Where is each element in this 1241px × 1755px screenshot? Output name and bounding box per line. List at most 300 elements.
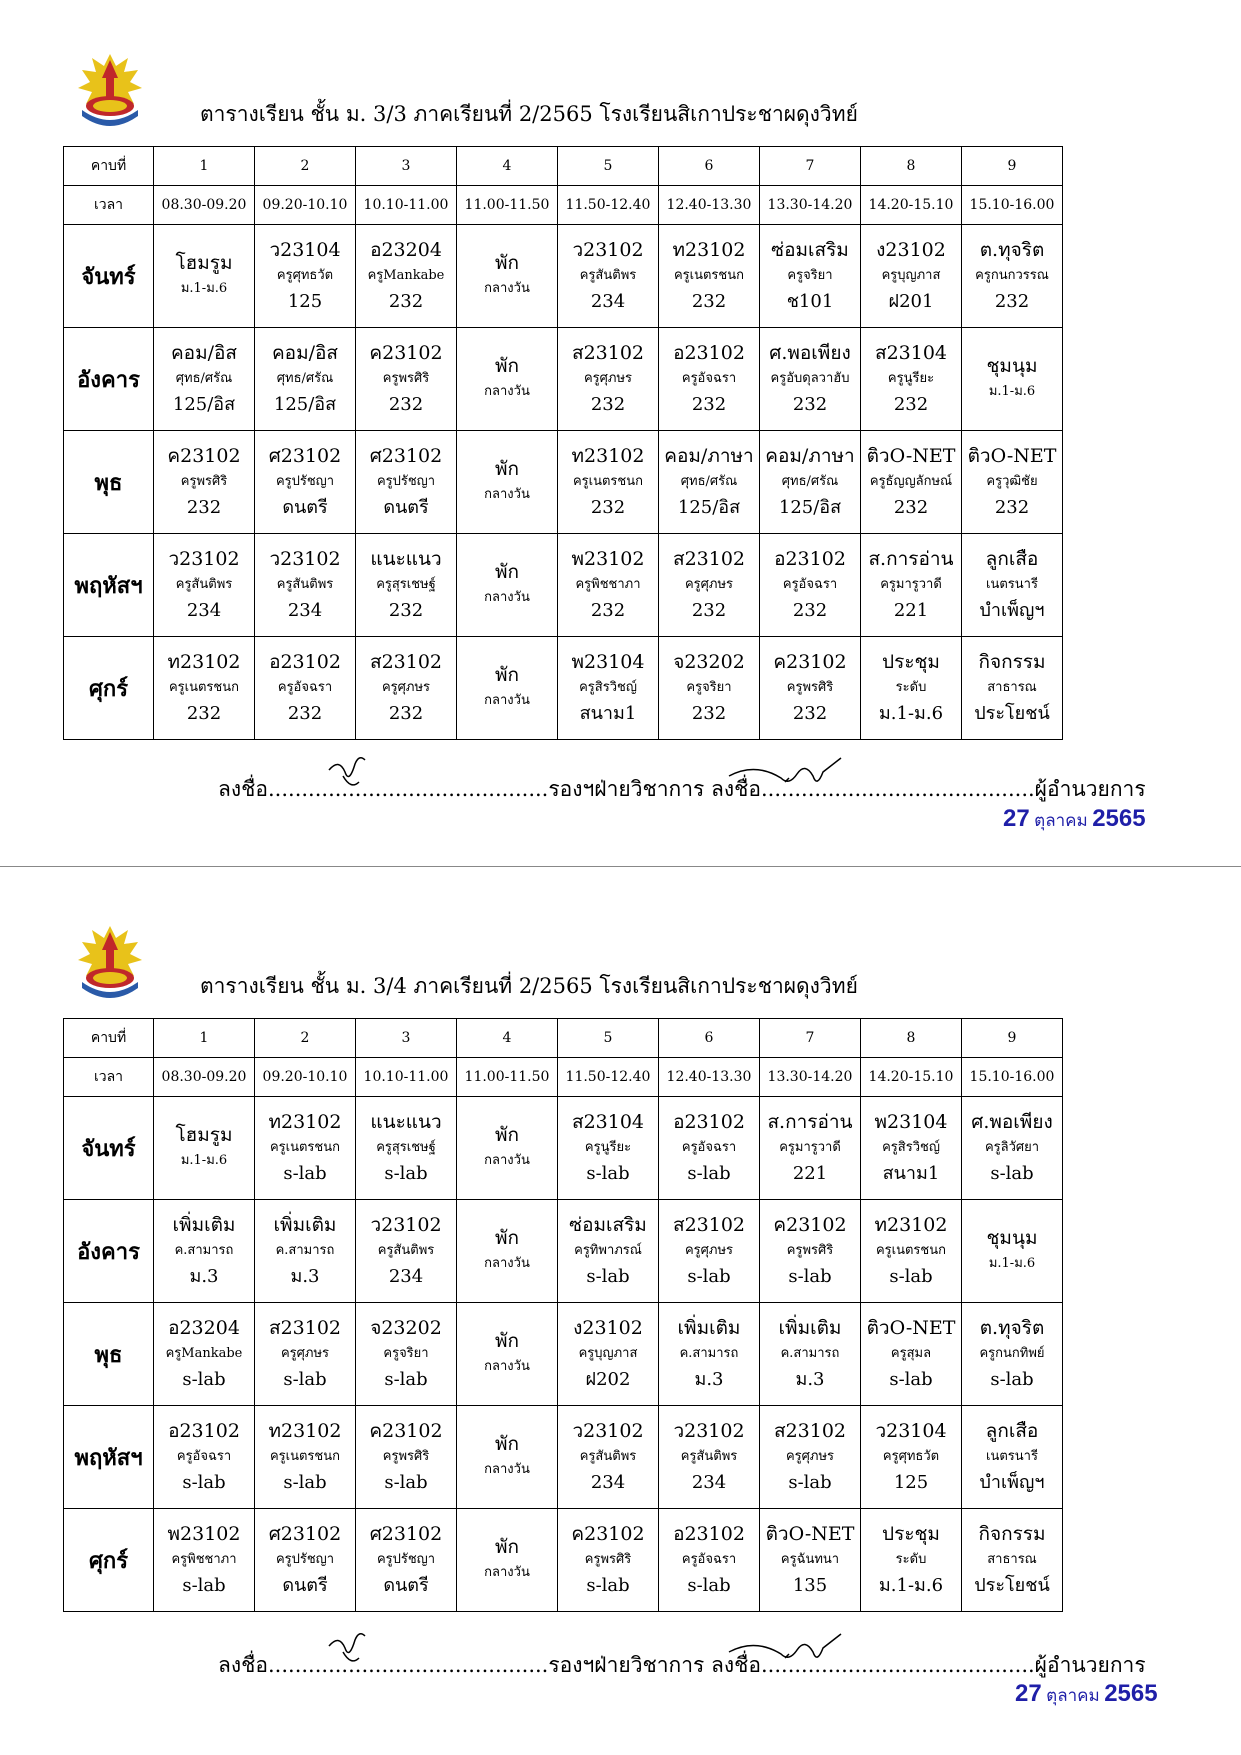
class-cell bbox=[659, 1406, 760, 1509]
subject-code: พัก bbox=[494, 1227, 520, 1249]
time-slot: 11.50-12.40 bbox=[558, 186, 659, 225]
teacher-name: ครูสิรวิชญ์ bbox=[882, 1140, 940, 1155]
teacher-name: ระดับ bbox=[895, 1552, 927, 1567]
subject-code: ต.ทุจริต bbox=[979, 239, 1045, 261]
teacher-name: ศุทธ/ศรัณ bbox=[175, 371, 233, 386]
day-row bbox=[64, 1406, 1063, 1509]
class-cell bbox=[760, 328, 861, 431]
teacher-name: สาธารณ bbox=[987, 680, 1037, 695]
teacher-name: ครูกนกทิพย์ bbox=[979, 1346, 1045, 1361]
subject-code: ท23102 bbox=[268, 1420, 342, 1442]
signature-deputy: ลงชื่อ..........................................รองฯฝ่ายวิชาการ bbox=[218, 1653, 705, 1677]
room-name: 232 bbox=[691, 600, 727, 621]
period-label: คาบที่ bbox=[64, 1019, 154, 1058]
subject-code: ค23102 bbox=[773, 1214, 847, 1236]
time-slot: 09.20-10.10 bbox=[255, 1058, 356, 1097]
class-cell bbox=[861, 328, 962, 431]
class-cell bbox=[154, 1509, 255, 1612]
room-name: 232 bbox=[893, 497, 929, 518]
subject-code: จ23202 bbox=[673, 651, 745, 673]
time-slot: 11.00-11.50 bbox=[457, 186, 558, 225]
teacher-name: เนตรนารี bbox=[986, 1449, 1038, 1464]
subject-code: ลูกเสือ bbox=[985, 1420, 1039, 1442]
class-cell bbox=[962, 225, 1063, 328]
signature-director: ลงชื่อ.........................................ผู้อำนวยการ bbox=[711, 777, 1146, 801]
class-cell bbox=[659, 1097, 760, 1200]
room-name: ม.1-ม.6 bbox=[878, 1575, 944, 1596]
class-cell bbox=[356, 1509, 457, 1612]
teacher-name: กลางวัน bbox=[484, 1359, 530, 1374]
subject-code: ท23102 bbox=[268, 1111, 342, 1133]
subject-code: ค23102 bbox=[369, 342, 443, 364]
room-name: s-lab bbox=[687, 1163, 731, 1184]
time-slot: 14.20-15.10 bbox=[861, 186, 962, 225]
period-number: 3 bbox=[356, 1019, 457, 1058]
period-number: 8 bbox=[861, 147, 962, 186]
teacher-name: ครูสันติพร bbox=[175, 577, 233, 592]
class-cell bbox=[760, 225, 861, 328]
room-name: ม.3 bbox=[795, 1369, 825, 1390]
room-name: บำเพ็ญฯ bbox=[979, 1472, 1045, 1493]
room-name: 221 bbox=[893, 600, 929, 621]
teacher-name: ครูจริยา bbox=[686, 680, 732, 695]
teacher-name: ครูกนกวรรณ bbox=[975, 268, 1049, 283]
room-name: 232 bbox=[388, 394, 424, 415]
time-label: เวลา bbox=[64, 186, 154, 225]
subject-code: คอม/อิส bbox=[170, 342, 238, 364]
time-slot: 15.10-16.00 bbox=[962, 1058, 1063, 1097]
subject-code: แนะแนว bbox=[370, 548, 442, 570]
room-name: 232 bbox=[994, 497, 1030, 518]
teacher-name: สาธารณ bbox=[987, 1552, 1037, 1567]
subject-code: ชุมนุม bbox=[986, 1227, 1038, 1249]
handwritten-signature-deputy bbox=[325, 752, 375, 792]
class-cell bbox=[962, 534, 1063, 637]
teacher-name: ค.สามารถ bbox=[174, 1243, 234, 1258]
time-slot: 08.30-09.20 bbox=[154, 1058, 255, 1097]
class-cell bbox=[356, 637, 457, 740]
subject-code: ส23102 bbox=[369, 651, 443, 673]
room-name: s-lab bbox=[182, 1369, 226, 1390]
time-slot: 15.10-16.00 bbox=[962, 186, 1063, 225]
subject-code: อ23102 bbox=[673, 342, 745, 364]
teacher-name: ครูจริยา bbox=[787, 268, 833, 283]
subject-code: ศ23102 bbox=[369, 1523, 443, 1545]
teacher-name: ครูอัจฉรา bbox=[176, 1449, 232, 1464]
teacher-name: ครูบุญภาส bbox=[578, 1346, 638, 1361]
day-name: ศุกร์ bbox=[64, 637, 154, 740]
teacher-name: ครูอัจฉรา bbox=[681, 1140, 737, 1155]
class-cell bbox=[659, 1303, 760, 1406]
period-number: 5 bbox=[558, 147, 659, 186]
timetable-days bbox=[64, 225, 1063, 740]
class-cell bbox=[760, 1303, 861, 1406]
class-cell bbox=[154, 1097, 255, 1200]
class-cell bbox=[457, 225, 558, 328]
class-cell bbox=[760, 637, 861, 740]
teacher-name: ครูศุภษร bbox=[684, 1243, 734, 1258]
room-name: s-lab bbox=[586, 1266, 630, 1287]
period-number: 7 bbox=[760, 147, 861, 186]
class-cell bbox=[861, 431, 962, 534]
period-number: 5 bbox=[558, 1019, 659, 1058]
class-cell bbox=[255, 534, 356, 637]
subject-code: ศ23102 bbox=[268, 1523, 342, 1545]
subject-code: อ23204 bbox=[370, 239, 442, 261]
teacher-name: ครูบุญภาส bbox=[881, 268, 941, 283]
time-slot: 08.30-09.20 bbox=[154, 186, 255, 225]
room-name: 232 bbox=[590, 600, 626, 621]
class-cell bbox=[760, 534, 861, 637]
subject-code: ว23104 bbox=[269, 239, 341, 261]
room-name: ประโยชน์ bbox=[974, 1575, 1050, 1596]
teacher-name: ครูเนตรชนก bbox=[673, 268, 744, 283]
subject-code: ส23102 bbox=[672, 548, 746, 570]
subject-code: พัก bbox=[494, 252, 520, 274]
class-cell bbox=[962, 1509, 1063, 1612]
teacher-name: ครูพิชชาภา bbox=[575, 577, 641, 592]
class-cell bbox=[457, 637, 558, 740]
class-cell bbox=[659, 328, 760, 431]
period-number: 2 bbox=[255, 1019, 356, 1058]
time-slot: 11.50-12.40 bbox=[558, 1058, 659, 1097]
room-name: 232 bbox=[691, 394, 727, 415]
class-cell bbox=[154, 1200, 255, 1303]
class-cell bbox=[255, 637, 356, 740]
teacher-name: ครูพรศิริ bbox=[180, 474, 228, 489]
class-cell bbox=[861, 637, 962, 740]
class-cell bbox=[558, 637, 659, 740]
teacher-name: ครูจริยา bbox=[383, 1346, 429, 1361]
class-cell bbox=[457, 328, 558, 431]
room-name: s-lab bbox=[182, 1575, 226, 1596]
teacher-name: ระดับ bbox=[895, 680, 927, 695]
class-cell bbox=[255, 1200, 356, 1303]
subject-code: ซ่อมเสริม bbox=[569, 1214, 647, 1236]
room-name: 125/อิส bbox=[778, 497, 842, 518]
class-cell bbox=[457, 431, 558, 534]
time-slot: 11.00-11.50 bbox=[457, 1058, 558, 1097]
signature-director: ลงชื่อ.........................................ผู้อำนวยการ bbox=[711, 1653, 1146, 1677]
subject-code: ประชุม bbox=[882, 651, 940, 673]
subject-code: ว23102 bbox=[168, 548, 240, 570]
issue-date bbox=[1015, 1680, 1158, 1709]
room-name: s-lab bbox=[182, 1472, 226, 1493]
subject-code: ส23102 bbox=[672, 1214, 746, 1236]
subject-code: ค23102 bbox=[571, 1523, 645, 1545]
teacher-name: เนตรนารี bbox=[986, 577, 1038, 592]
subject-code: ส23104 bbox=[874, 342, 948, 364]
room-name: s-lab bbox=[687, 1266, 731, 1287]
class-cell bbox=[558, 1303, 659, 1406]
class-cell bbox=[154, 328, 255, 431]
teacher-name: ค.สามารถ bbox=[275, 1243, 335, 1258]
room-name: 232 bbox=[388, 291, 424, 312]
teacher-name: กลางวัน bbox=[484, 487, 530, 502]
issue-date bbox=[1003, 805, 1146, 834]
teacher-name: ค.สามารถ bbox=[780, 1346, 840, 1361]
subject-code: ติวO-NET bbox=[866, 1317, 956, 1339]
class-cell bbox=[558, 225, 659, 328]
room-name: 234 bbox=[388, 1266, 424, 1287]
class-cell bbox=[659, 637, 760, 740]
room-name: 232 bbox=[287, 703, 323, 724]
subject-code: คอม/ภาษา bbox=[765, 445, 855, 467]
subject-code: พ23104 bbox=[874, 1111, 948, 1133]
teacher-name: ครูอัจฉรา bbox=[681, 1552, 737, 1567]
teacher-name: ครูศุภษร bbox=[583, 371, 633, 386]
timetable bbox=[63, 146, 1063, 740]
subject-code: พัก bbox=[494, 1330, 520, 1352]
subject-code: อ23102 bbox=[269, 651, 341, 673]
subject-code: ซ่อมเสริม bbox=[771, 239, 849, 261]
subject-code: เพิ่มเติม bbox=[172, 1214, 236, 1236]
subject-code: กิจกรรม bbox=[978, 1523, 1046, 1545]
teacher-name: ครูพรศิริ bbox=[382, 1449, 430, 1464]
subject-code: พัก bbox=[494, 1124, 520, 1146]
period-number: 4 bbox=[457, 147, 558, 186]
class-cell bbox=[457, 1509, 558, 1612]
subject-code: ว23102 bbox=[572, 1420, 644, 1442]
class-cell bbox=[457, 534, 558, 637]
room-name: 125 bbox=[287, 291, 323, 312]
subject-code: ลูกเสือ bbox=[985, 548, 1039, 570]
period-number: 1 bbox=[154, 147, 255, 186]
room-name: 234 bbox=[590, 1472, 626, 1493]
day-name: จันทร์ bbox=[64, 225, 154, 328]
date-day: 27 bbox=[1003, 805, 1030, 832]
teacher-name: ครูศุภษร bbox=[684, 577, 734, 592]
teacher-name: ครูนูรียะ bbox=[584, 1140, 632, 1155]
room-name: 232 bbox=[590, 394, 626, 415]
room-name: s-lab bbox=[283, 1369, 327, 1390]
class-cell bbox=[356, 1406, 457, 1509]
teacher-name: ครูสันติพร bbox=[579, 268, 637, 283]
subject-code: ส23102 bbox=[571, 342, 645, 364]
subject-code: พัก bbox=[494, 1536, 520, 1558]
period-header-row bbox=[64, 1019, 1063, 1058]
teacher-name: ครูศุภษร bbox=[280, 1346, 330, 1361]
class-cell bbox=[154, 431, 255, 534]
room-name: ม.3 bbox=[694, 1369, 724, 1390]
teacher-name: กลางวัน bbox=[484, 1256, 530, 1271]
room-name: s-lab bbox=[788, 1472, 832, 1493]
day-name: จันทร์ bbox=[64, 1097, 154, 1200]
time-slot: 14.20-15.10 bbox=[861, 1058, 962, 1097]
teacher-name: ครูปรัชญา bbox=[376, 474, 436, 489]
room-name: s-lab bbox=[283, 1472, 327, 1493]
period-number: 1 bbox=[154, 1019, 255, 1058]
room-name: s-lab bbox=[384, 1472, 428, 1493]
period-number: 4 bbox=[457, 1019, 558, 1058]
class-cell bbox=[861, 1509, 962, 1612]
teacher-name: ศุทธ/ศรัณ bbox=[276, 371, 334, 386]
subject-code: อ23102 bbox=[673, 1523, 745, 1545]
teacher-name: ครูสุมล bbox=[890, 1346, 932, 1361]
room-name: 232 bbox=[186, 703, 222, 724]
class-cell bbox=[962, 328, 1063, 431]
teacher-name: ครูเนตรชนก bbox=[168, 680, 239, 695]
subject-code: ค23102 bbox=[369, 1420, 443, 1442]
period-number: 8 bbox=[861, 1019, 962, 1058]
page-divider bbox=[0, 866, 1241, 867]
subject-code: กิจกรรม bbox=[978, 651, 1046, 673]
subject-code: เพิ่มเติม bbox=[273, 1214, 337, 1236]
teacher-name: ครูธัญญลักษณ์ bbox=[869, 474, 953, 489]
teacher-name: ค.สามารถ bbox=[679, 1346, 739, 1361]
room-name: s-lab bbox=[889, 1369, 933, 1390]
class-cell bbox=[356, 1303, 457, 1406]
room-name: 125/อิส bbox=[677, 497, 741, 518]
teacher-name: ครูสิรวิชญ์ bbox=[579, 680, 637, 695]
class-cell bbox=[962, 1303, 1063, 1406]
day-row bbox=[64, 1097, 1063, 1200]
teacher-name: ครูอัจฉรา bbox=[681, 371, 737, 386]
teacher-name: กลางวัน bbox=[484, 1565, 530, 1580]
period-header-row bbox=[64, 147, 1063, 186]
schedule-sheet-1 bbox=[0, 0, 1241, 860]
subject-code: ส23104 bbox=[571, 1111, 645, 1133]
subject-code: พัก bbox=[494, 561, 520, 583]
teacher-name: ครูฉันทนา bbox=[780, 1552, 840, 1567]
subject-code: อ23102 bbox=[168, 1420, 240, 1442]
subject-code: ว23102 bbox=[572, 239, 644, 261]
subject-code: พัก bbox=[494, 1433, 520, 1455]
room-name: บำเพ็ญฯ bbox=[979, 600, 1045, 621]
day-name: อังคาร bbox=[64, 1200, 154, 1303]
class-cell bbox=[356, 534, 457, 637]
class-cell bbox=[962, 1097, 1063, 1200]
class-cell bbox=[154, 1303, 255, 1406]
room-name: 232 bbox=[893, 394, 929, 415]
subject-code: ค23102 bbox=[167, 445, 241, 467]
teacher-name: ม.1-ม.6 bbox=[180, 281, 228, 296]
subject-code: ติวO-NET bbox=[866, 445, 956, 467]
teacher-name: ครูศุทธวัต bbox=[276, 268, 334, 283]
class-cell bbox=[558, 431, 659, 534]
room-name: ฝ201 bbox=[888, 291, 934, 312]
period-number: 7 bbox=[760, 1019, 861, 1058]
room-name: ดนตรี bbox=[383, 497, 429, 518]
subject-code: ว23104 bbox=[875, 1420, 947, 1442]
time-label: เวลา bbox=[64, 1058, 154, 1097]
time-slot: 12.40-13.30 bbox=[659, 1058, 760, 1097]
teacher-name: ครูเนตรชนก bbox=[572, 474, 643, 489]
subject-code: ง23102 bbox=[876, 239, 946, 261]
date-month: ตุลาคม bbox=[1034, 811, 1088, 830]
date-day: 27 bbox=[1015, 1680, 1042, 1707]
teacher-name: ครูพรศิริ bbox=[382, 371, 430, 386]
teacher-name: ครูศุทธวัต bbox=[882, 1449, 940, 1464]
period-number: 9 bbox=[962, 147, 1063, 186]
room-name: ฝ202 bbox=[585, 1369, 631, 1390]
subject-code: พ23102 bbox=[571, 548, 645, 570]
room-name: 234 bbox=[186, 600, 222, 621]
room-name: 232 bbox=[691, 291, 727, 312]
subject-code: คอม/ภาษา bbox=[664, 445, 754, 467]
room-name: 125 bbox=[893, 1472, 929, 1493]
subject-code: อ23102 bbox=[774, 548, 846, 570]
teacher-name: ม.1-ม.6 bbox=[180, 1153, 228, 1168]
class-cell bbox=[356, 1200, 457, 1303]
class-cell bbox=[861, 1097, 962, 1200]
teacher-name: ครูพรศิริ bbox=[584, 1552, 632, 1567]
day-row bbox=[64, 534, 1063, 637]
class-cell bbox=[356, 328, 457, 431]
class-cell bbox=[154, 534, 255, 637]
period-number: 9 bbox=[962, 1019, 1063, 1058]
subject-code: พัก bbox=[494, 458, 520, 480]
subject-code: ท23102 bbox=[167, 651, 241, 673]
class-cell bbox=[154, 225, 255, 328]
period-number: 3 bbox=[356, 147, 457, 186]
room-name: 232 bbox=[186, 497, 222, 518]
date-year: 2565 bbox=[1092, 805, 1146, 832]
class-cell bbox=[760, 1509, 861, 1612]
subject-code: อ23102 bbox=[673, 1111, 745, 1133]
teacher-name: ครูสันติพร bbox=[680, 1449, 738, 1464]
room-name: 125/อิส bbox=[172, 394, 236, 415]
room-name: 232 bbox=[994, 291, 1030, 312]
room-name: ม.3 bbox=[290, 1266, 320, 1287]
class-cell bbox=[558, 328, 659, 431]
teacher-name: ครูMankabe bbox=[165, 1346, 243, 1361]
teacher-name: ครูสุรเชษฐ์ bbox=[376, 577, 436, 592]
teacher-name: ครูเนตรชนก bbox=[269, 1140, 340, 1155]
day-name: พุธ bbox=[64, 431, 154, 534]
teacher-name: กลางวัน bbox=[484, 1153, 530, 1168]
time-slot: 13.30-14.20 bbox=[760, 186, 861, 225]
subject-code: พ23104 bbox=[571, 651, 645, 673]
teacher-name: ครูศุภษร bbox=[785, 1449, 835, 1464]
room-name: สนาม1 bbox=[579, 703, 637, 724]
class-cell bbox=[962, 637, 1063, 740]
room-name: 125/อิส bbox=[273, 394, 337, 415]
room-name: ประโยชน์ bbox=[974, 703, 1050, 724]
room-name: s-lab bbox=[283, 1163, 327, 1184]
class-cell bbox=[457, 1303, 558, 1406]
room-name: s-lab bbox=[990, 1369, 1034, 1390]
signature-deputy: ลงชื่อ..........................................รองฯฝ่ายวิชาการ bbox=[218, 777, 705, 801]
handwritten-signature-deputy bbox=[325, 1628, 375, 1668]
teacher-name: กลางวัน bbox=[484, 693, 530, 708]
room-name: ดนตรี bbox=[282, 497, 328, 518]
handwritten-signature-director bbox=[725, 752, 845, 796]
day-row bbox=[64, 1303, 1063, 1406]
room-name: สนาม1 bbox=[882, 1163, 940, 1184]
day-name: พุธ bbox=[64, 1303, 154, 1406]
room-name: s-lab bbox=[687, 1575, 731, 1596]
class-cell bbox=[255, 431, 356, 534]
school-logo-icon bbox=[76, 50, 144, 128]
teacher-name: ครูสันติพร bbox=[377, 1243, 435, 1258]
room-name: s-lab bbox=[384, 1163, 428, 1184]
room-name: 135 bbox=[792, 1575, 828, 1596]
date-year: 2565 bbox=[1104, 1680, 1158, 1707]
handwritten-signature-director bbox=[725, 1628, 845, 1672]
class-cell bbox=[760, 1097, 861, 1200]
time-slot: 13.30-14.20 bbox=[760, 1058, 861, 1097]
class-cell bbox=[457, 1406, 558, 1509]
subject-code: ศ23102 bbox=[268, 445, 342, 467]
teacher-name: ม.1-ม.6 bbox=[988, 1256, 1036, 1271]
teacher-name: ครูพรศิริ bbox=[786, 1243, 834, 1258]
teacher-name: ครูสันติพร bbox=[276, 577, 334, 592]
room-name: ดนตรี bbox=[282, 1575, 328, 1596]
subject-code: ประชุม bbox=[882, 1523, 940, 1545]
class-cell bbox=[760, 1200, 861, 1303]
class-cell bbox=[558, 1097, 659, 1200]
